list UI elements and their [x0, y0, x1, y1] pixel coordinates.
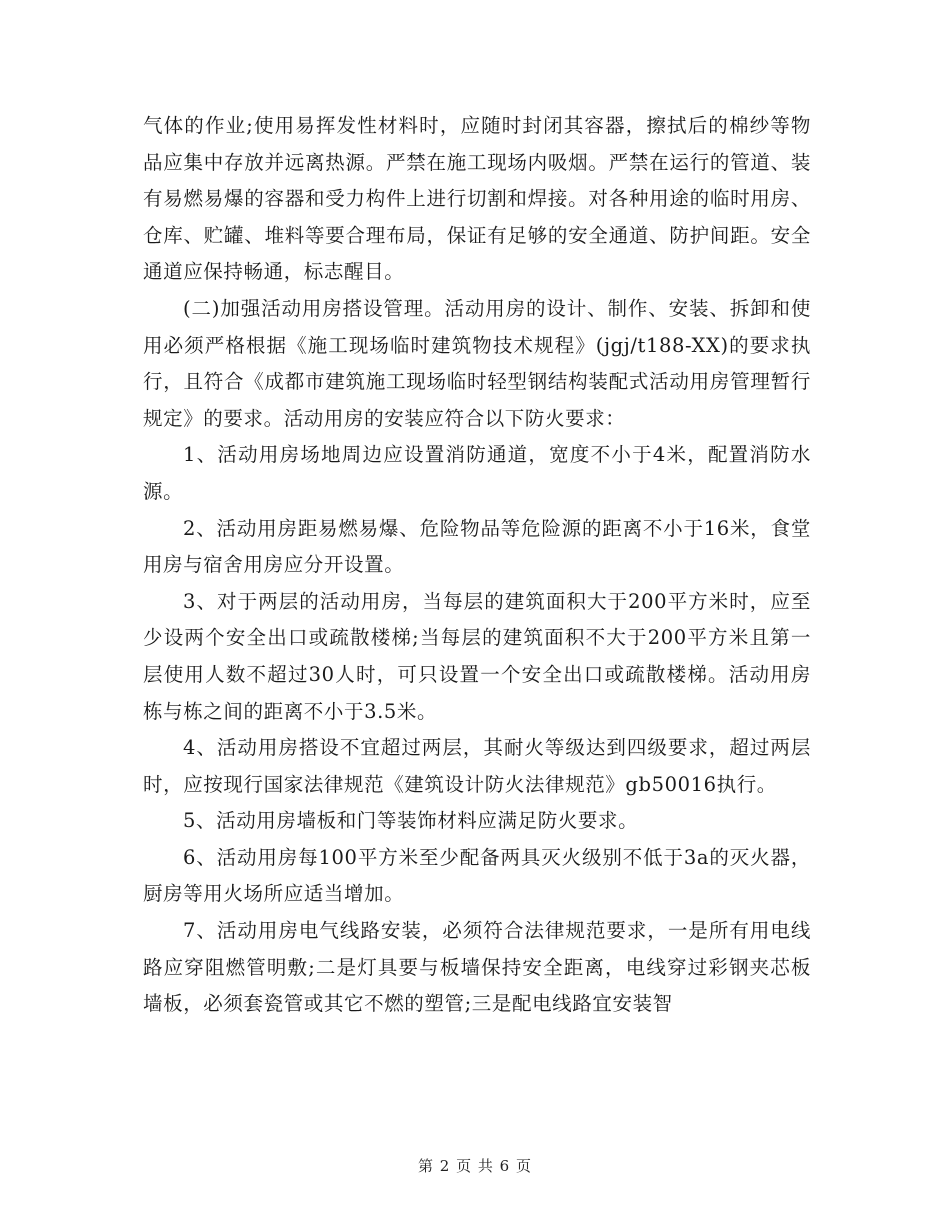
paragraph-item-6: 6、活动用房每100平方米至少配备两具灭火级别不低于3a的灭火器，厨房等用火场所应适当增加。	[143, 845, 811, 906]
paragraph-item-2: 2、活动用房距易燃易爆、危险物品等危险源的距离不小于16米，食堂用房与宿舍用房应分开设置。	[143, 516, 811, 577]
paragraph-item-1: 1、活动用房场地周边应设置消防通道，宽度不小于4米，配置消防水源。	[143, 443, 811, 503]
paragraph-item-5: 5、活动用房墙板和门等装饰材料应满足防火要求。	[183, 809, 639, 833]
page-number-label: 第 2 页 共 6 页	[418, 1157, 532, 1175]
page-footer	[0, 1155, 950, 1176]
paragraph-section-2: (二)加强活动用房搭设管理。活动用房的设计、制作、安装、拆卸和使用必须严格根据《施工现场临时建筑物技术规程》(jgj/t188-XX)的要求执行，且符合《成都市建筑施工现场临时轻型钢结构装配式活动用房管理暂行规定》的要求。活动用房的安装应符合以下防火要求：	[143, 296, 811, 430]
paragraph-item-7: 7、活动用房电气线路安装，必须符合法律规范要求，一是所有用电线路应穿阻燃管明敷;二是灯具要与板墙保持安全距离，电线穿过彩钢夹芯板墙板，必须套瓷管或其它不燃的塑管;三是配电线路宜安装智	[143, 919, 811, 1016]
paragraph-item-3: 3、对于两层的活动用房，当每层的建筑面积大于200平方米时，应至少设两个安全出口或疏散楼梯;当每层的建筑面积不大于200平方米且第一层使用人数不超过30人时，可只设置一个安全出口或疏散楼梯。活动用房栋与栋之间的距离不小于3.5米。	[143, 589, 811, 723]
document-body	[143, 108, 811, 1023]
paragraph-continuation: 气体的作业;使用易挥发性材料时，应随时封闭其容器，擦拭后的棉纱等物品应集中存放并远离热源。严禁在施工现场内吸烟。严禁在运行的管道、装有易燃易爆的容器和受力构件上进行切割和焊接。对各种用途的临时用房、仓库、贮罐、堆料等要合理布局，保证有足够的安全通道、防护间距。安全通道应保持畅通，标志醒目。	[143, 114, 811, 284]
paragraph-item-4: 4、活动用房搭设不宜超过两层，其耐火等级达到四级要求，超过两层时，应按现行国家法律规范《建筑设计防火法律规范》gb50016执行。	[143, 736, 811, 796]
